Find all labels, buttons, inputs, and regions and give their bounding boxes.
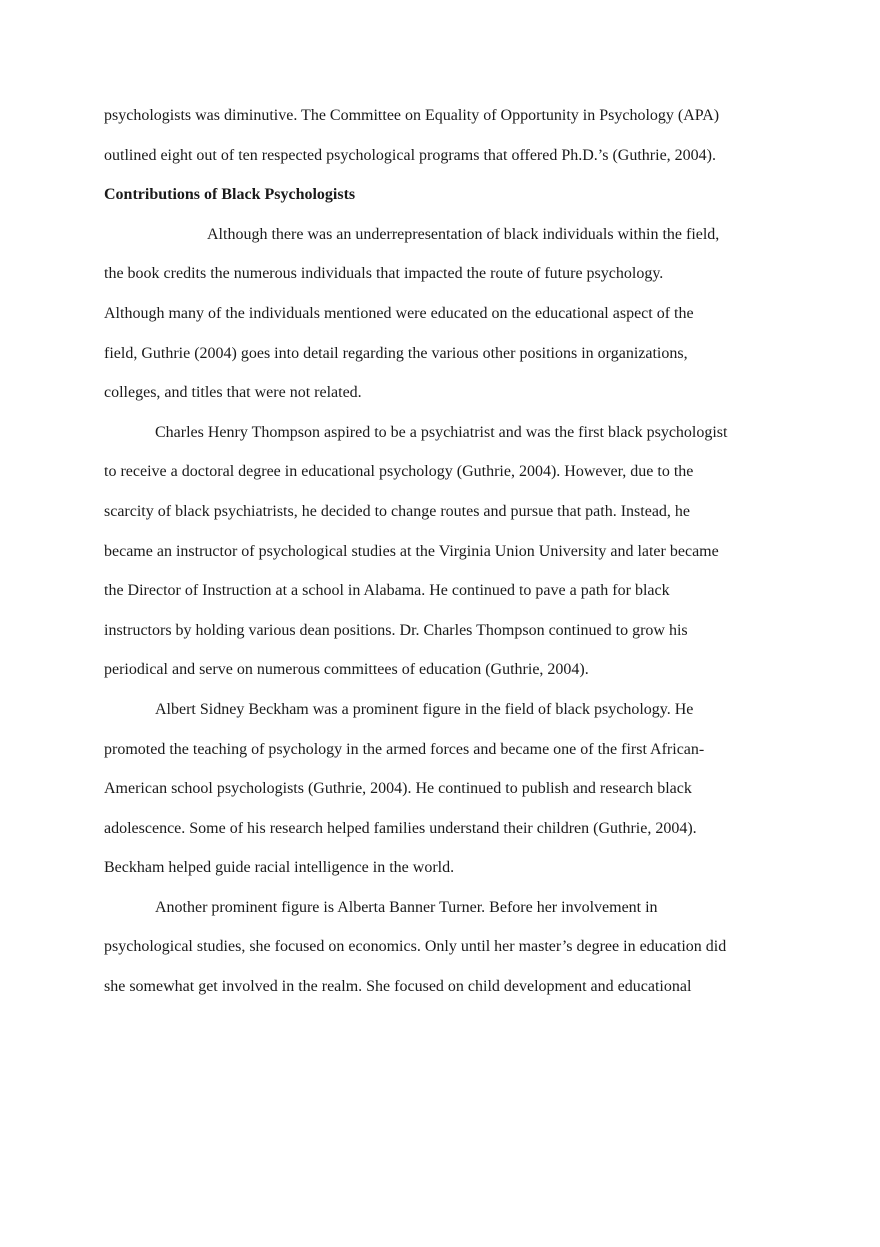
paragraph-4 bbox=[104, 888, 784, 1007]
paragraph-line: colleges, and titles that were not related. bbox=[104, 384, 362, 402]
paragraph-line: the book credits the numerous individuals that impacted the route of future psychology. bbox=[104, 265, 664, 283]
paragraph-line: psychological studies, she focused on economics. Only until her master’s degree in education did bbox=[104, 938, 727, 956]
intro-line: psychologists was diminutive. The Committee on Equality of Opportunity in Psychology (APA) bbox=[104, 107, 720, 124]
paragraph-line: Another prominent figure is Alberta Banner Turner. Before her involvement in bbox=[155, 898, 658, 916]
paragraph-line: to receive a doctoral degree in educational psychology (Guthrie, 2004). However, due to the bbox=[104, 463, 694, 481]
paragraph-3 bbox=[104, 690, 784, 888]
paragraph-line: promoted the teaching of psychology in the armed forces and became one of the first African- bbox=[104, 740, 705, 758]
paragraph-line: instructors by holding various dean positions. Dr. Charles Thompson continued to grow his bbox=[104, 621, 688, 639]
paragraph-line: periodical and serve on numerous committees of education (Guthrie, 2004). bbox=[104, 661, 589, 679]
paragraph-line: scarcity of black psychiatrists, he decided to change routes and pursue that path. Instead, he bbox=[104, 502, 691, 520]
paragraph-line: American school psychologists (Guthrie, 2004). He continued to publish and research black bbox=[104, 780, 692, 798]
paragraph-line: Beckham helped guide racial intelligence in the world. bbox=[104, 859, 455, 877]
section-heading: Contributions of Black Psychologists bbox=[104, 186, 356, 204]
paragraph-1 bbox=[104, 215, 784, 413]
paragraph-line: Albert Sidney Beckham was a prominent figure in the field of black psychology. He bbox=[155, 700, 694, 718]
paragraph-line: Although there was an underrepresentation of black individuals within the field, bbox=[207, 225, 720, 243]
paragraph-line: Although many of the individuals mentioned were educated on the educational aspect of the bbox=[104, 304, 694, 322]
paragraph-2 bbox=[104, 413, 784, 690]
intro-line: outlined eight out of ten respected psychological programs that offered Ph.D.’s (Guthrie, 2004). bbox=[104, 146, 716, 164]
paragraph-line: adolescence. Some of his research helped families understand their children (Guthrie, 2004). bbox=[104, 819, 697, 837]
document-body bbox=[104, 96, 784, 1007]
paragraph-line: field, Guthrie (2004) goes into detail regarding the various other positions in organizations, bbox=[104, 344, 688, 362]
paragraph-line: the Director of Instruction at a school in Alabama. He continued to pave a path for black bbox=[104, 582, 670, 600]
paragraph-line: became an instructor of psychological studies at the Virginia Union University and later became bbox=[104, 542, 719, 560]
paragraph-line: Charles Henry Thompson aspired to be a psychiatrist and was the first black psychologist bbox=[155, 423, 728, 441]
paragraph-line: she somewhat get involved in the realm. She focused on child development and educational bbox=[104, 978, 692, 996]
